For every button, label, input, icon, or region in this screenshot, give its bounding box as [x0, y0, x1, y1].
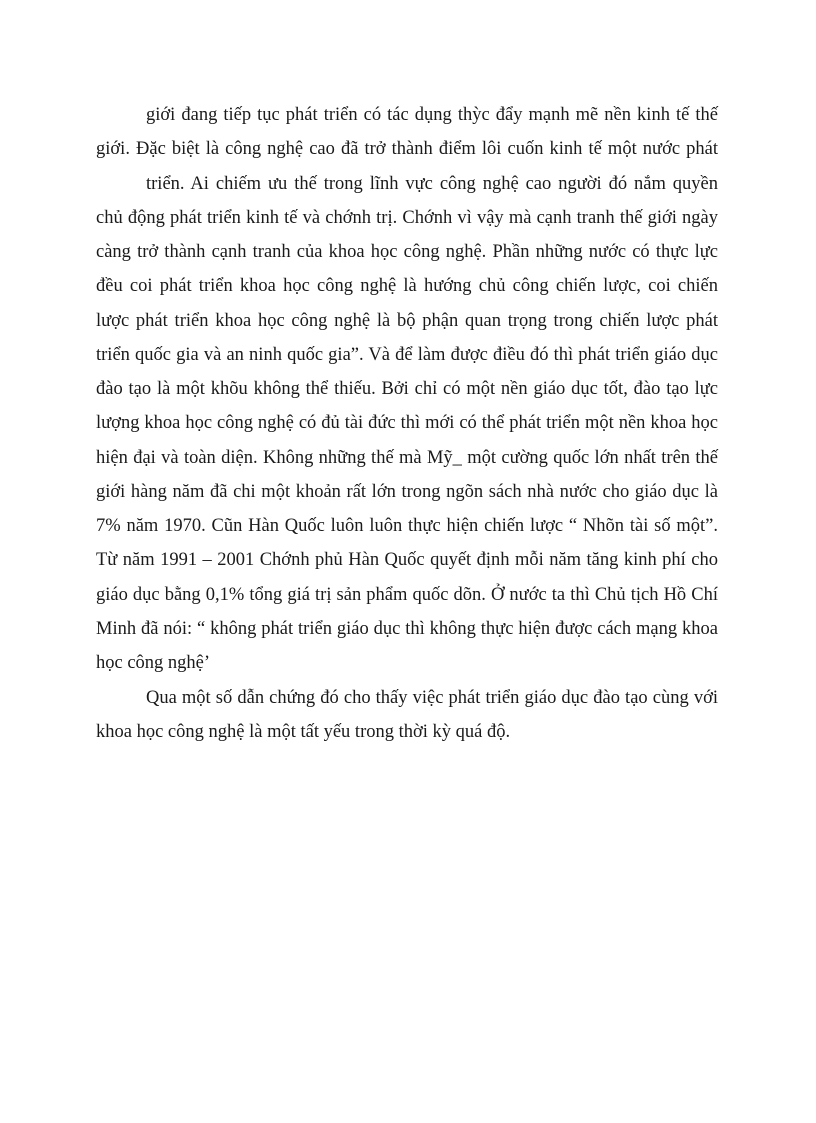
text-line: Qua một số dẫn chứng đó cho thấy việc phát triển giáo dục đào tạo cùng với: [146, 688, 718, 708]
text-line: hiện đại và toàn diện. Không những thế mà Mỹ_ một cường quốc lớn nhất trên thế: [96, 448, 718, 468]
text-line: lượng khoa học công nghệ có đủ tài đức thì mới có thể phát triển một nền khoa học: [96, 413, 718, 433]
text-line: giới. Đặc biệt là công nghệ cao đã trở thành điểm lôi cuốn kinh tế một nước phát: [96, 139, 718, 159]
text-line: Minh đã nói: “ không phát triển giáo dục thì không thực hiện được cách mạng khoa: [96, 619, 718, 639]
text-line: càng trở thành cạnh tranh của khoa học công nghệ. Phần những nước có thực lực: [96, 242, 718, 262]
text-line: lược phát triển khoa học công nghệ là bộ phận quan trọng trong chiến lược phát: [96, 311, 718, 331]
text-line: khoa học công nghệ là một tất yếu trong thời kỳ quá độ.: [96, 722, 511, 742]
text-line: đều coi phát triển khoa học công nghệ là hướng chủ công chiến lược, coi chiến: [96, 276, 718, 296]
text-line: Từ năm 1991 – 2001 Chớnh phủ Hàn Quốc quyết định mỗi năm tăng kinh phí cho: [96, 550, 718, 570]
text-line: chủ động phát triển kinh tế và chớnh trị. Chớnh vì vậy mà cạnh tranh thế giới ngày: [96, 208, 718, 228]
text-line: đào tạo là một khõu không thể thiếu. Bởi chỉ có một nền giáo dục tốt, đào tạo lực: [96, 379, 718, 399]
text-line: giới đang tiếp tục phát triển có tác dụng thỳc đẩy mạnh mẽ nền kinh tế thế: [146, 105, 718, 125]
text-line: giáo dục bằng 0,1% tổng giá trị sản phẩm quốc dõn. Ở nước ta thì Chủ tịch Hồ Chí: [96, 585, 718, 605]
text-line: 7% năm 1970. Cũn Hàn Quốc luôn luôn thực hiện chiến lược “ Nhõn tài số một”.: [96, 516, 718, 536]
text-line: giới hàng năm đã chi một khoản rất lớn trong ngõn sách nhà nước cho giáo dục là: [96, 482, 718, 502]
text-line: triển quốc gia và an ninh quốc gia”. Và để làm được điều đó thì phát triển giáo dục: [96, 345, 718, 365]
text-line: triển. Ai chiếm ưu thế trong lĩnh vực công nghệ cao người đó nắm quyền: [146, 174, 718, 194]
text-line: học công nghệ’: [96, 653, 211, 673]
